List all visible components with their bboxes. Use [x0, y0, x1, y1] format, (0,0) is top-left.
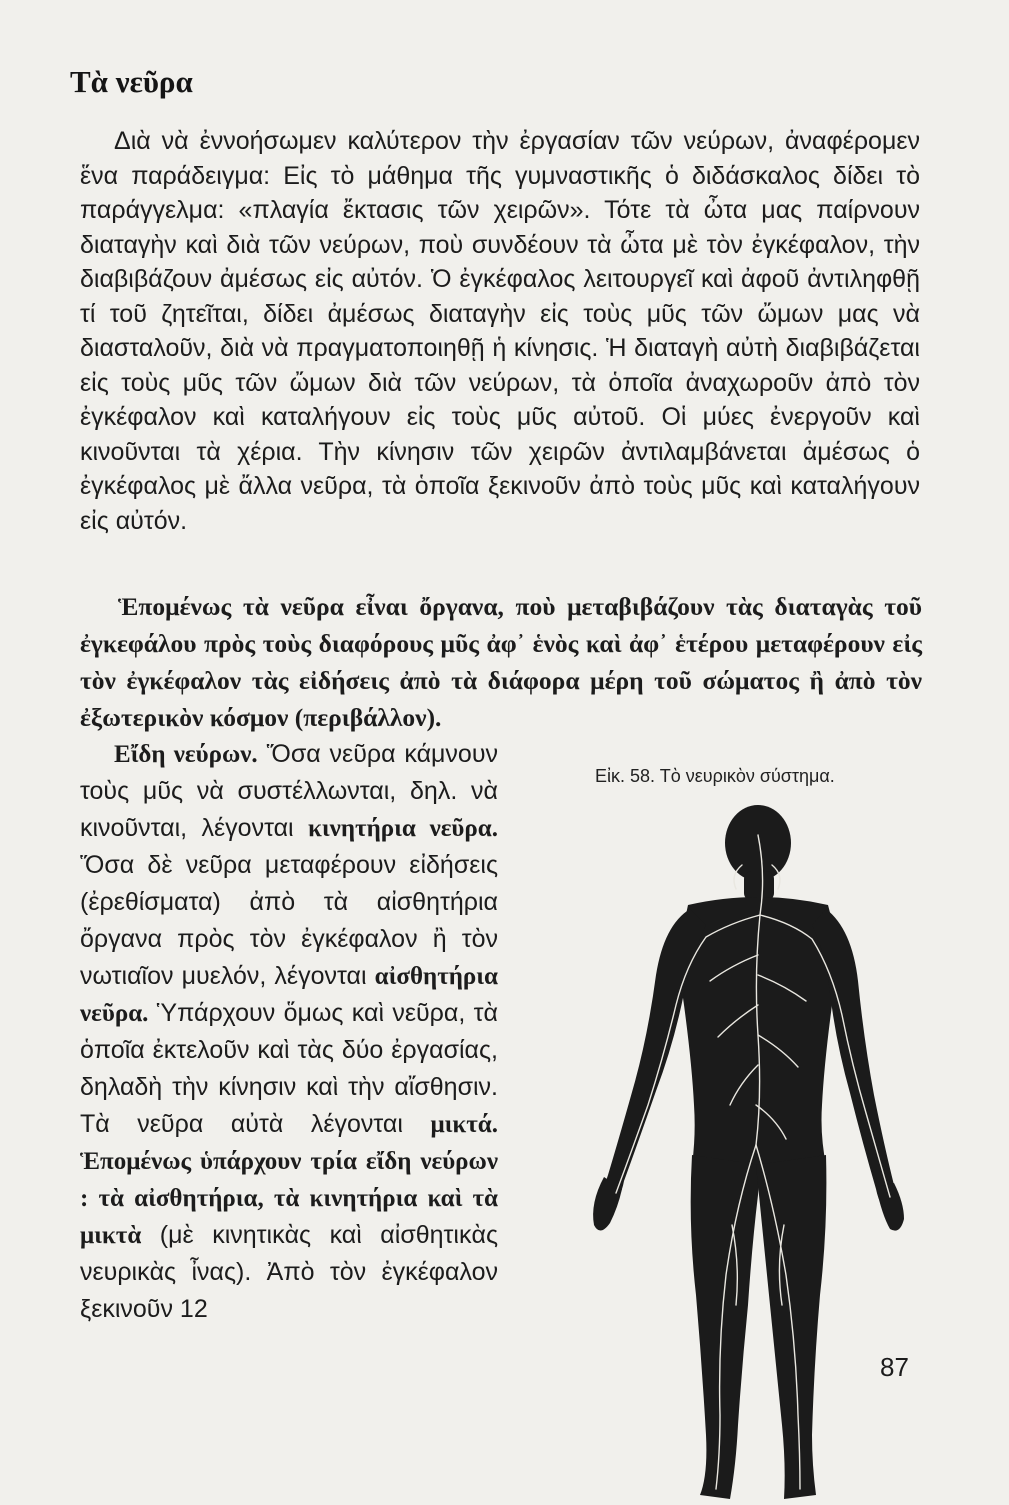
mixed-nerves-term: μικτά. Ἑπομένως ὑπάρχουν τρία εἴδη νεύρων : τὰ αἰσθητήρια, τὰ κινητήρια καὶ τὰ μικτὰ: [80, 1111, 498, 1249]
motor-nerves-term: κινητήρια νεῦρα.: [308, 815, 498, 842]
nervous-system-figure: [560, 805, 940, 1505]
page-number: 87: [880, 1352, 909, 1382]
nerve-types-text-3: Ὑπάρχουν ὅμως καὶ νεῦρα, τὰ ὁποῖα ἐκτελοῦν καὶ τὰς δύο ἐργασίας, δηλαδὴ τὴν κίνησιν καὶ τὴν αἴσθησιν. Τὰ νεῦρα αὐτὰ λέγονται: [80, 999, 498, 1138]
figure-caption: Εἰκ. 58. Τὸ νευρικὸν σύστημα.: [595, 766, 835, 786]
section-title: Τὰ νεῦρα: [70, 64, 193, 99]
human-silhouette-icon: [560, 805, 940, 1505]
nerve-types-text-1: Ὅσα νεῦρα κάμνουν τοὺς μῦς νὰ συστέλλωνται, δηλ. νὰ κινοῦνται, λέγονται: [80, 740, 499, 842]
paragraph-nerve-types: [80, 736, 498, 1328]
paragraph-definition-bold: Ἑπομένως τὰ νεῦρα εἶναι ὄργανα, ποὺ μεταβιβάζουν τὰς διαταγὰς τοῦ ἐγκεφάλου πρὸς τοὺς διαφόρους μῦς ἀφ᾽ ἑνὸς καὶ ἀφ᾽ ἑτέρου μεταφέρουν εἰς τὸν ἐγκέφαλον τὰς εἰδήσεις ἀπὸ τὰ διάφορα μέρη τοῦ σώματος ἢ ἀπὸ τὸν ἐξωτερικὸν κόσμον (περιβάλλον).: [80, 592, 922, 732]
nerve-types-text-4: (μὲ κινητικὰς καὶ αἰσθητικὰς νευρικὰς ἶνας). Ἀπὸ τὸν ἐγκέφαλον ξεκινοῦν 12: [80, 1221, 498, 1323]
paragraph-example: Διὰ νὰ ἐννοήσωμεν καλύτερον τὴν ἐργασίαν τῶν νεύρων, ἀναφέρομεν ἕνα παράδειγμα: Εἰς τὸ μάθημα τῆς γυμναστικῆς ὁ διδάσκαλος δίδει τὸ παράγγελμα: «πλαγία ἔκτασις τῶν χειρῶν». Τότε τὰ ὦτα μας παίρνουν διαταγὴν καὶ διὰ τῶν νεύρων, ποὺ συνδέουν τὰ ὦτα μὲ τὸν ἐγκέφαλον, τὴν διαβιβάζουν ἀμέσως εἰς αὐτόν. Ὁ ἐγκέφαλος λειτουργεῖ καὶ ἀφοῦ ἀντιληφθῇ τί τοῦ ζητεῖται, δίδει ἀμέσως διαταγὴν εἰς τοὺς μῦς τῶν ὤμων μας νὰ διασταλοῦν, διὰ νὰ πραγματοποιηθῇ ἡ κίνησις. Ἡ διαταγὴ αὐτὴ διαβιβάζεται εἰς τοὺς μῦς τῶν ὤμων διὰ τῶν νεύρων, τὰ ὁποῖα ἀναχωροῦν ἀπὸ τὸν ἐγκέφαλον καὶ καταλήγουν εἰς τοὺς μῦς αὐτοῦ. Οἱ μύες ἐνεργοῦν καὶ κινοῦνται τὰ χέρια. Τὴν κίνησιν τῶν χειρῶν ἀντιλαμβάνεται ἀμέσως ὁ ἐγκέφαλος μὲ ἄλλα νεῦρα, τὰ ὁποῖα ξεκινοῦν ἀπὸ τοὺς μῦς καὶ καταλήγουν εἰς αὐτόν.: [80, 127, 920, 535]
sensory-nerves-term: αἰσθητήρια νεῦρα.: [80, 963, 498, 1027]
nerve-types-heading: Εἴδη νεύρων.: [114, 741, 258, 768]
nerve-types-text-2: Ὅσα δὲ νεῦρα μεταφέρουν εἰδήσεις (ἐρεθίσματα) ἀπὸ τὰ αἰσθητήρια ὄργανα πρὸς τὸν ἐγκέφαλον ἢ τὸν νωτιαῖον μυελόν, λέγονται: [80, 851, 498, 990]
